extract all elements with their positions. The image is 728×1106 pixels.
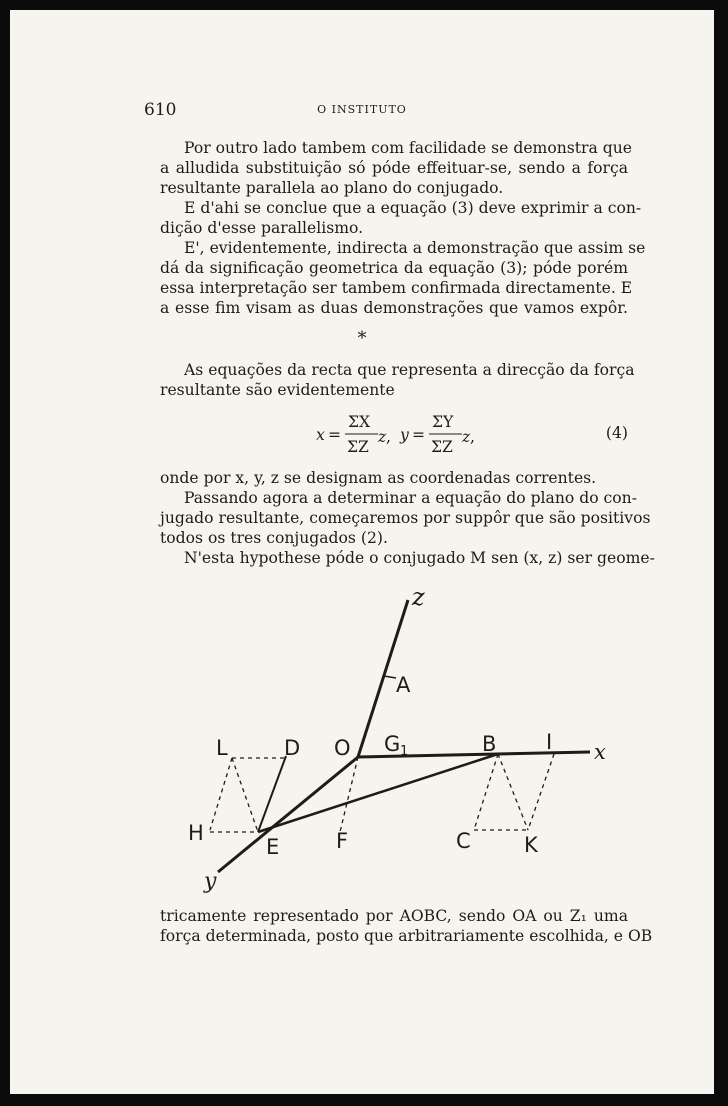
text-line: jugado resultante, começaremos por suppôr que são positivos	[160, 509, 651, 527]
text-line: resultante são evidentemente	[160, 381, 395, 399]
label-g1-subscript: 1	[400, 744, 409, 759]
label-g1: G	[384, 732, 401, 756]
dashed-bk	[498, 754, 528, 830]
eq-y-var: y	[400, 426, 409, 444]
journal-title: O INSTITUTO	[317, 103, 407, 116]
label-o: O	[334, 736, 351, 760]
text-line: a alludida substituição só póde effeituar-se, sendo a força	[160, 159, 628, 177]
text-line: tricamente representado por AOBC, sendo OA ou Z₁ uma	[160, 907, 628, 925]
eq-x-var: x	[316, 426, 325, 444]
text-line: N'esta hypothese póde o conjugado M sen (x, z) ser geome-	[184, 549, 655, 567]
eq-denominator: ΣZ	[347, 438, 369, 456]
eq-equals: =	[412, 426, 426, 444]
text-line: a esse fim visam as duas demonstrações que vamos expôr.	[160, 299, 628, 317]
eq-comma: ,	[470, 428, 475, 446]
text-line: As equações da recta que representa a direcção da força	[184, 361, 635, 379]
eq-equals: =	[328, 426, 342, 444]
section-separator: *	[357, 328, 367, 349]
eq-numerator-x: ΣX	[348, 413, 371, 431]
eq-denominator: ΣZ	[431, 438, 453, 456]
dashed-le	[232, 758, 258, 832]
text-line: Passando agora a determinar a equação do plano do con-	[184, 489, 637, 507]
label-x-axis: x	[594, 740, 606, 764]
text-line: onde por x, y, z se designam as coordenadas correntes.	[160, 469, 597, 487]
dashed-bc	[474, 754, 498, 830]
eq-z-var: z	[462, 428, 471, 446]
text-line: essa interpretação ser tambem confirmada directamente. E	[160, 279, 633, 297]
label-l: L	[216, 736, 228, 760]
label-d: D	[284, 736, 301, 760]
book-page	[10, 10, 714, 1094]
label-a: A	[396, 673, 411, 697]
label-e: E	[266, 835, 280, 859]
text-line: todos os tres conjugados (2).	[160, 529, 388, 547]
eq-comma: ,	[386, 428, 391, 446]
y-axis-line	[218, 757, 358, 872]
equation-number: (4)	[605, 424, 628, 442]
text-line: E', evidentemente, indirecta a demonstração que assim se	[184, 239, 646, 257]
label-c: C	[456, 829, 471, 853]
label-b: B	[482, 732, 497, 756]
label-i: I	[546, 730, 553, 754]
label-f: F	[336, 829, 349, 853]
text-line: Por outro lado tambem com facilidade se demonstra que	[184, 139, 632, 157]
page-number: 610	[144, 100, 177, 120]
label-h: H	[188, 821, 204, 845]
text-line: E d'ahi se conclue que a equação (3) deve exprimir a con-	[184, 199, 642, 217]
text-line: força determinada, posto que arbitrariamente escolhida, e OB	[160, 927, 653, 945]
eq-numerator-y: ΣY	[432, 413, 454, 431]
label-y-axis: y	[204, 869, 217, 894]
tick-a	[384, 676, 396, 678]
line-eb	[258, 754, 498, 832]
text-line: resultante parallela ao plano do conjugado.	[160, 179, 504, 197]
text-line: dá da significação geometrica da equação (3); póde porém	[160, 259, 628, 277]
dashed-ik	[528, 754, 554, 830]
label-z-axis: z	[412, 583, 425, 611]
text-line: dição d'esse parallelismo.	[160, 219, 364, 237]
eq-z-var: z	[378, 428, 387, 446]
dashed-lh	[210, 758, 232, 830]
label-k: K	[524, 833, 538, 857]
